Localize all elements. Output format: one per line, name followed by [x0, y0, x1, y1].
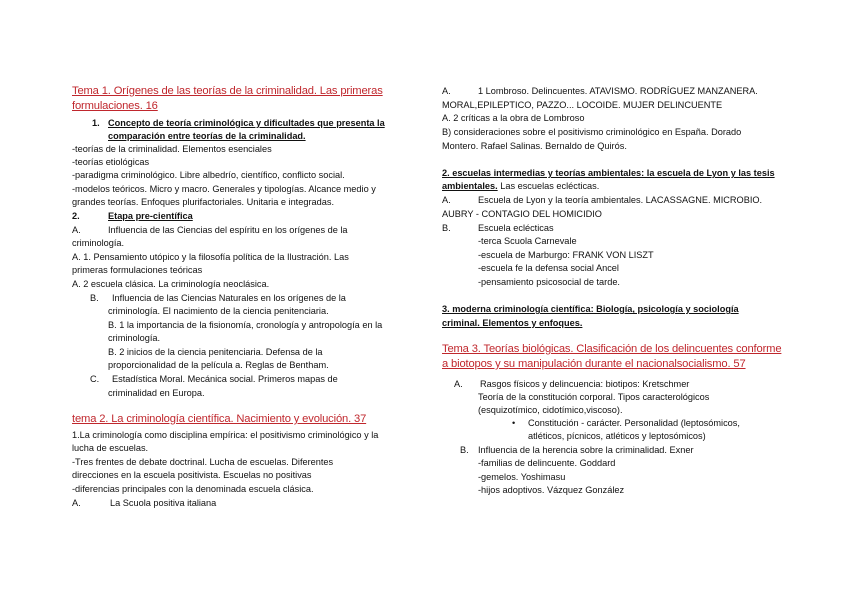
- item-letter: B.: [90, 293, 99, 303]
- section2-right-line1: 2. escuelas intermedias y teorías ambientales: la escuela de Lyon y las tesis: [442, 168, 775, 178]
- text-line: B. 1 la importancia de la fisionomía, cronología y antropología en la: [108, 320, 383, 330]
- section1-title-line1: Concepto de teoría criminológica y dificultades que presenta la: [108, 118, 385, 128]
- text-line: Teoría de la constitución corporal. Tipos caracterológicos: [478, 392, 710, 402]
- text-line: 1 Lombroso. Delincuentes. ATAVISMO. RODRÍGUEZ MANZANERA.: [478, 86, 758, 96]
- text-line: Estadística Moral. Mecánica social. Primeros mapas de: [112, 374, 338, 384]
- text-line: A. 2 escuela clásica. La criminología neoclásica.: [72, 279, 270, 289]
- item-letter: A.: [442, 195, 451, 205]
- section1-number: 1.: [92, 118, 100, 128]
- text-line: (esquizotímico, cidotímico,viscoso).: [478, 405, 623, 415]
- section3-right-line1: 3. moderna criminología científica: Biología, psicología y sociología: [442, 304, 739, 314]
- text-line: -teorías etiológicas: [72, 157, 150, 167]
- list-item: -pensamiento psicosocial de tarde.: [478, 277, 620, 287]
- text-line: -modelos teóricos. Micro y macro. Generales y tipologías. Alcance medio y: [72, 184, 376, 194]
- section2-number: 2.: [72, 211, 80, 221]
- text-line: Influencia de las Ciencias Naturales en los orígenes de la: [112, 293, 346, 303]
- text-line: B. 2 inicios de la ciencia penitenciaria. Defensa de la: [108, 347, 323, 357]
- list-item: -escuela fe la defensa social Ancel: [478, 263, 619, 273]
- item-letter: C.: [90, 374, 100, 384]
- section2-title: Etapa pre-científica: [108, 211, 193, 221]
- text-line: primeras formulaciones teóricas: [72, 265, 203, 275]
- item-letter: B.: [460, 445, 469, 455]
- section1-title-line2: comparación entre teorías de la criminalidad.: [108, 131, 306, 141]
- tema1-title-line2: formulaciones. 16: [72, 100, 158, 112]
- item-letter: B.: [442, 223, 451, 233]
- section3-right-line2: criminal. Elementos y enfoques.: [442, 318, 583, 328]
- text-line: criminología.: [72, 238, 125, 248]
- text-line: criminología. El nacimiento de la ciencia penitenciaria.: [108, 306, 329, 316]
- list-item: -gemelos. Yoshimasu: [478, 472, 566, 482]
- text-line: Constitución - carácter. Personalidad (leptosómicos,: [528, 418, 740, 428]
- text-line: atléticos, pícnicos, atléticos y leptosómicos): [528, 431, 706, 441]
- text-line: direcciones en la escuela positivista. Escuelas no positivas: [72, 470, 312, 480]
- item-letter: A.: [442, 86, 451, 96]
- text-line: A. 2 críticas a la obra de Lombroso: [442, 113, 585, 123]
- text-line: -teorías de la criminalidad. Elementos esenciales: [72, 144, 272, 154]
- text-line: proporcionalidad de la película a. Reglas de Bentham.: [108, 360, 329, 370]
- text-line: criminalidad en Europa.: [108, 388, 205, 398]
- text-line: Montero. Rafael Salinas. Bernaldo de Quirós.: [442, 141, 627, 151]
- tema3-title-line1: Tema 3. Teorías biológicas. Clasificación de los delincuentes conforme: [442, 343, 782, 355]
- text-line: -Tres frentes de debate doctrinal. Lucha de escuelas. Diferentes: [72, 457, 334, 467]
- list-item: -familias de delincuente. Goddard: [478, 458, 616, 468]
- section2-right-bold: ambientales.: [442, 181, 498, 191]
- text-line: Escuela de Lyon y la teoría ambientales. LACASSAGNE. MICROBIO.: [478, 195, 763, 205]
- item-letter: A.: [454, 379, 463, 389]
- text-line: Influencia de las Ciencias del espíritu en los orígenes de la: [108, 225, 348, 235]
- tema3-title-line2: a biotopos y su manipulación durante el nacionalsocialismo. 57: [442, 358, 746, 370]
- section2-right-rest: Las escuelas eclécticas.: [497, 181, 600, 191]
- text-line: AUBRY - CONTAGIO DEL HOMICIDIO: [442, 209, 602, 219]
- text-line: La Scuola positiva italiana: [110, 498, 217, 508]
- text-line: 1.La criminología como disciplina empírica: el positivismo criminológico y la: [72, 430, 379, 440]
- item-letter: A.: [72, 498, 81, 508]
- text-line: A. 1. Pensamiento utópico y la filosofía política de la Ilustración. Las: [72, 252, 349, 262]
- text-line: B) consideraciones sobre el positivismo criminológico en España. Dorado: [442, 127, 742, 137]
- text-line: Escuela eclécticas: [478, 223, 554, 233]
- text-line: Rasgos físicos y delincuencia: biotipos: Kretschmer: [480, 379, 690, 389]
- text-line: -diferencias principales con la denominada escuela clásica.: [72, 484, 314, 494]
- text-line: lucha de escuelas.: [72, 443, 149, 453]
- section2-right-line2: [442, 180, 599, 192]
- text-line: -paradigma criminológico. Libre albedrío, científico, conflicto social.: [72, 170, 345, 180]
- text-line: grandes teorías. Enfoques plurifactoriales. Unitaria e integradas.: [72, 197, 334, 207]
- bullet-icon: •: [512, 418, 516, 428]
- list-item: -terca Scuola Carnevale: [478, 236, 577, 246]
- text-line: Influencia de la herencia sobre la criminalidad. Exner: [478, 445, 694, 455]
- tema1-title-line1: Tema 1. Orígenes de las teorías de la criminalidad. Las primeras: [72, 85, 383, 97]
- text-line: MORAL,EPILEPTICO, PAZZO... LOCOIDE. MUJER DELINCUENTE: [442, 100, 723, 110]
- text-line: criminología.: [108, 333, 161, 343]
- list-item: -hijos adoptivos. Vázquez González: [478, 485, 625, 495]
- item-letter: A.: [72, 225, 81, 235]
- list-item: -escuela de Marburgo: FRANK VON LISZT: [478, 250, 654, 260]
- tema2-title: tema 2. La criminología científica. Nacimiento y evolución. 37: [72, 413, 367, 425]
